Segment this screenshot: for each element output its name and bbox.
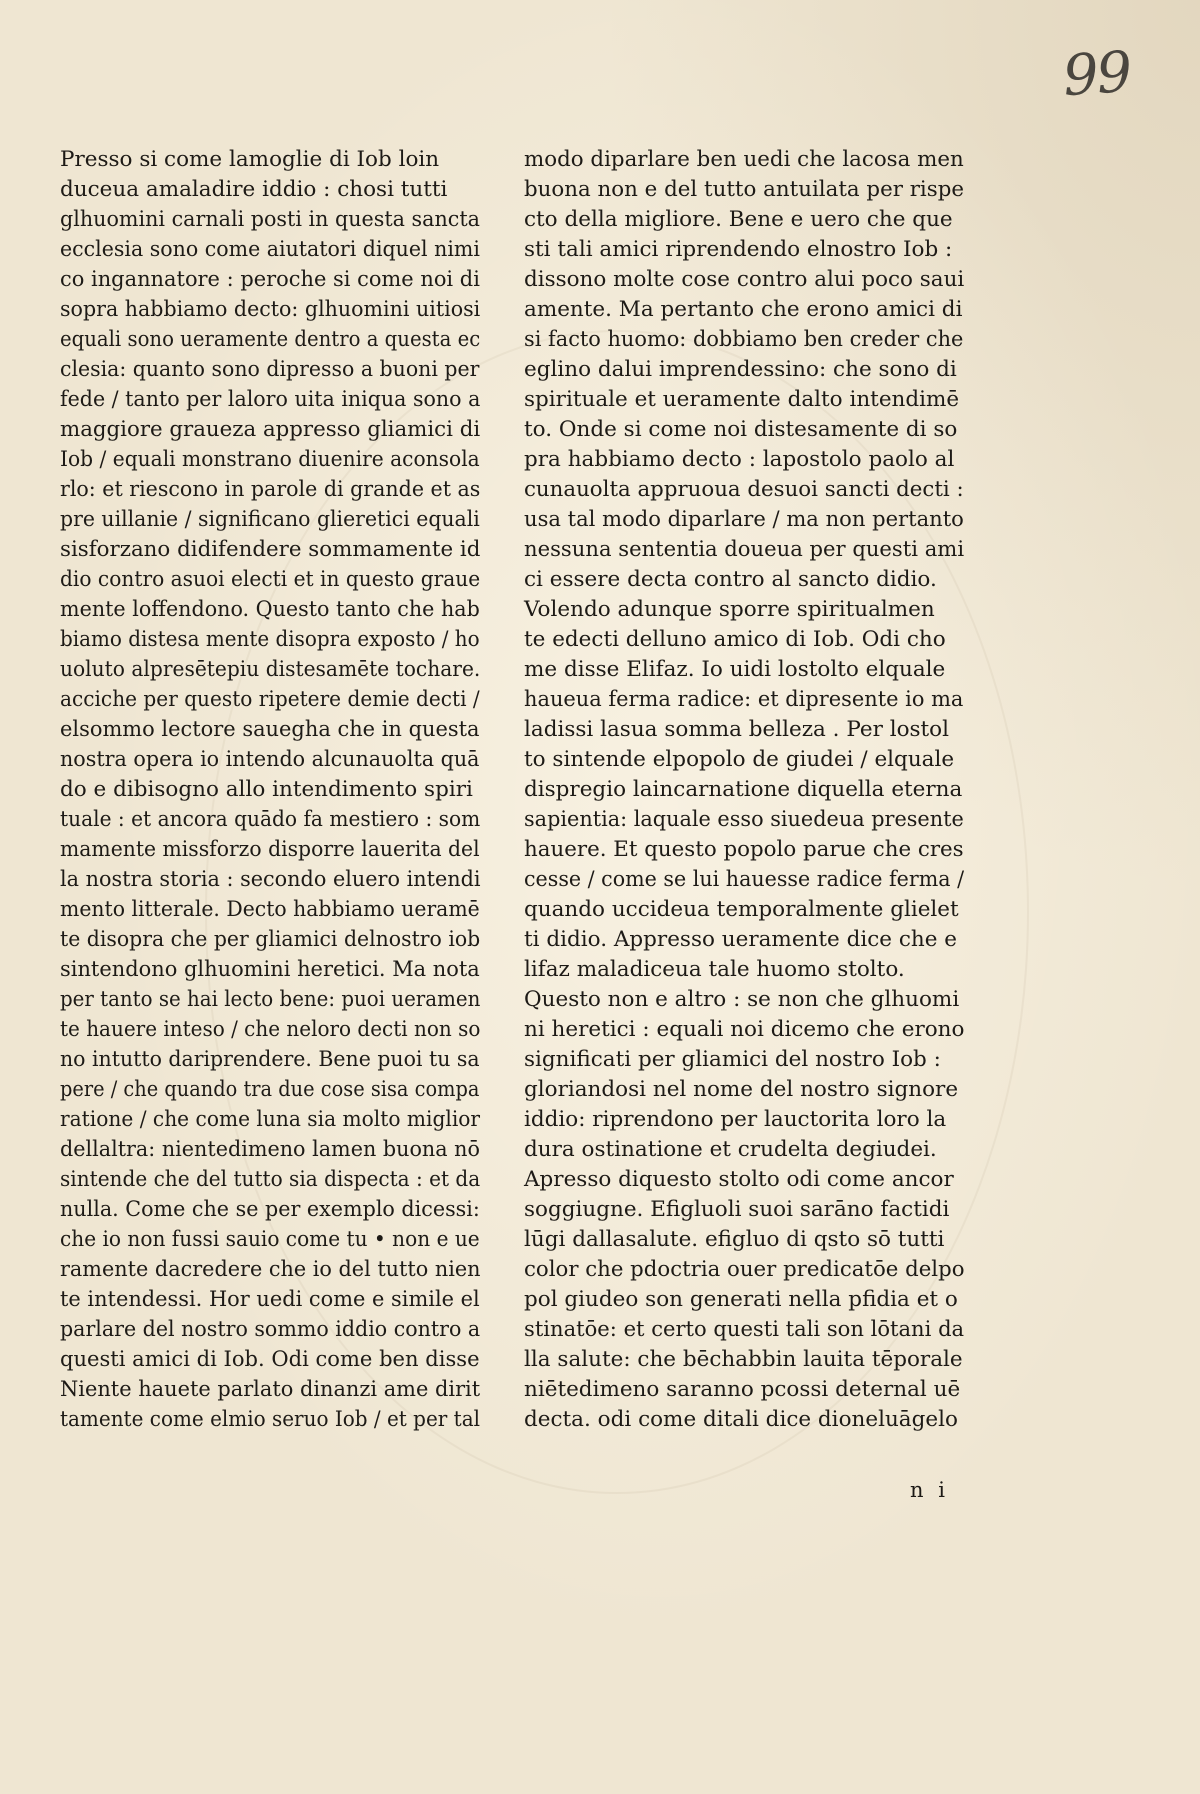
text-line: duceua amaladire iddio : chosi tutti: [60, 177, 448, 202]
text-line: eglino dalui imprendessino: che sono di: [524, 357, 957, 382]
text-line: mamente missforzo disporre lauerita del: [60, 837, 480, 862]
text-line: to. Onde si come noi distesamente di so: [524, 417, 958, 442]
text-line: elsommo lectore sauegha che in questa: [60, 717, 480, 742]
text-line: quando uccideua temporalmente glielet: [524, 897, 959, 922]
text-line: Niente hauete parlato dinanzi ame dirit: [60, 1377, 481, 1402]
text-line: me disse Elifaz. Io uidi lostolto elquale: [524, 657, 946, 682]
text-line: stinatōe: et certo questi tali son lōtani da: [524, 1317, 965, 1342]
text-line: rlo: et riescono in parole di grande et as: [60, 477, 481, 502]
text-line: lifaz maladiceua tale huomo stolto.: [524, 957, 905, 982]
text-line: te disopra che per gliamici delnostro iob: [60, 927, 481, 952]
text-line: ladissi lasua somma belleza . Per lostol: [524, 717, 950, 742]
text-line: per tanto se hai lecto bene: puoi ueramen: [60, 987, 481, 1012]
text-line: lūgi dallasalute. efigluo di qsto sō tutti: [524, 1227, 945, 1252]
text-line: sisforzano didifendere sommamente id: [60, 537, 481, 562]
text-line: buona non e del tutto antuilata per rispe: [524, 177, 965, 202]
text-line: nessuna sententia doueua per questi ami: [524, 537, 965, 562]
text-line: parlare del nostro sommo iddio contro a: [60, 1317, 481, 1342]
text-line: maggiore graueza appresso gliamici di: [60, 417, 481, 442]
text-line: pere / che quando tra due cose sisa compa: [60, 1077, 480, 1102]
text-line: sintende che del tutto sia dispecta : et da: [60, 1167, 481, 1192]
text-line: spirituale et ueramente dalto intendimē: [524, 387, 960, 412]
text-line: modo diparlare ben uedi che lacosa men: [524, 147, 964, 172]
text-line: te intendessi. Hor uedi come e simile el: [60, 1287, 480, 1312]
text-line: ramente dacredere che io del tutto nien: [60, 1257, 481, 1282]
text-line: color che pdoctria ouer predicatōe delpo: [524, 1257, 965, 1282]
text-line: sopra habbiamo decto: glhuomini uitiosi: [60, 297, 481, 322]
text-line: uoluto alpresētepiu distesamēte tochare.: [60, 657, 481, 682]
text-line: iddio: riprendono per lauctorita loro la: [524, 1107, 947, 1132]
text-line: haueua ferma radice: et dipresente io ma: [524, 687, 964, 712]
text-line: Questo non e altro : se non che glhuomi: [524, 987, 960, 1012]
text-line: nostra opera io intendo alcunauolta quā: [60, 747, 480, 772]
text-line: cunauolta appruoua desuoi sancti decti :: [524, 477, 964, 502]
text-line: tamente come elmio seruo Iob / et per tal: [60, 1407, 480, 1432]
text-line: clesia: quanto sono dipresso a buoni per: [60, 357, 480, 382]
text-line: hauere. Et questo popolo parue che cres: [524, 837, 964, 862]
signature-mark: n i: [910, 1478, 949, 1502]
text-line: soggiugne. Efigluoli suoi sarāno factidi: [524, 1197, 950, 1222]
text-line: gloriandosi nel nome del nostro signore: [524, 1077, 959, 1102]
text-line: decta. odi come ditali dice dioneluāgelo: [524, 1407, 958, 1432]
text-line: ci essere decta contro al sancto didio.: [524, 567, 937, 592]
text-line: pre uillanie / significano glieretici equali: [60, 507, 480, 532]
text-line: acciche per questo ripetere demie decti /: [60, 687, 480, 712]
folio-number: 99: [1060, 39, 1133, 110]
text-line: si facto huomo: dobbiamo ben creder che: [524, 327, 964, 352]
text-line: niētedimeno saranno pcossi deternal uē: [524, 1377, 961, 1402]
text-line: te hauere inteso / che neloro decti non so: [60, 1017, 481, 1042]
text-line: ti didio. Appresso ueramente dice che e: [524, 927, 957, 952]
text-line: no intutto dariprendere. Bene puoi tu sa: [60, 1047, 480, 1072]
text-line: usa tal modo diparlare / ma non pertanto: [524, 507, 964, 532]
text-line: te edecti delluno amico di Iob. Odi cho: [524, 627, 946, 652]
text-line: Apresso diquesto stolto odi come ancor: [524, 1167, 954, 1192]
text-line: to sintende elpopolo de giudei / elquale: [524, 747, 955, 772]
text-line: che io non fussi sauio come tu • non e ue: [60, 1227, 480, 1252]
text-line: fede / tanto per laloro uita iniqua sono a: [60, 387, 481, 412]
text-line: co ingannatore : peroche si come noi di: [60, 267, 480, 292]
right-text-column: [524, 145, 964, 1435]
text-line: do e dibisogno allo intendimento spiri: [60, 777, 473, 802]
text-line: sti tali amici riprendendo elnostro Iob :: [524, 237, 953, 262]
text-line: dio contro asuoi electi et in questo graue: [60, 567, 481, 592]
text-line: ratione / che come luna sia molto miglior: [60, 1107, 481, 1132]
text-line: dura ostinatione et crudelta degiudei.: [524, 1137, 937, 1162]
text-line: cesse / come se lui hauesse radice ferma /: [524, 867, 965, 892]
text-line: tuale : et ancora quādo fa mestiero : som: [60, 807, 481, 832]
text-line: biamo distesa mente disopra exposto / ho: [60, 627, 480, 652]
text-line: sapientia: laquale esso siuedeua presente: [524, 807, 964, 832]
text-line: la nostra storia : secondo eluero intendi: [60, 867, 481, 892]
text-line: mento litterale. Decto habbiamo ueramē: [60, 897, 480, 922]
text-line: significati per gliamici del nostro Iob :: [524, 1047, 941, 1072]
left-text-column: [60, 145, 480, 1435]
text-line: dispregio laincarnatione diquella eterna: [524, 777, 963, 802]
text-line: dissono molte cose contro alui poco saui: [524, 267, 965, 292]
text-line: ecclesia sono come aiutatori diquel nimi: [60, 237, 480, 262]
text-line: questi amici di Iob. Odi come ben disse: [60, 1347, 480, 1372]
text-line: amente. Ma pertanto che erono amici di: [524, 297, 963, 322]
text-line: equali sono ueramente dentro a questa ec: [60, 327, 481, 352]
text-line: pra habbiamo decto : lapostolo paolo al: [524, 447, 955, 472]
text-line: nulla. Come che se per exemplo dicessi:: [60, 1197, 480, 1222]
text-line: mente loffendono. Questo tanto che hab: [60, 597, 480, 622]
text-line: dellaltra: nientedimeno lamen buona nō: [60, 1137, 480, 1162]
text-line: sintendono glhuomini heretici. Ma nota: [60, 957, 480, 982]
text-line: glhuomini carnali posti in questa sancta: [60, 207, 480, 232]
text-line: Iob / equali monstrano diuenire aconsola: [60, 447, 480, 472]
text-line: Presso si come lamoglie di Iob loin: [60, 147, 440, 172]
text-line: Volendo adunque sporre spiritualmen: [524, 597, 935, 622]
text-line: cto della migliore. Bene e uero che que: [524, 207, 953, 232]
text-line: lla salute: che bēchabbin lauita tēporale: [524, 1347, 963, 1372]
text-line: pol giudeo son generati nella pfidia et o: [524, 1287, 958, 1312]
text-line: ni heretici : equali noi dicemo che erono: [524, 1017, 965, 1042]
